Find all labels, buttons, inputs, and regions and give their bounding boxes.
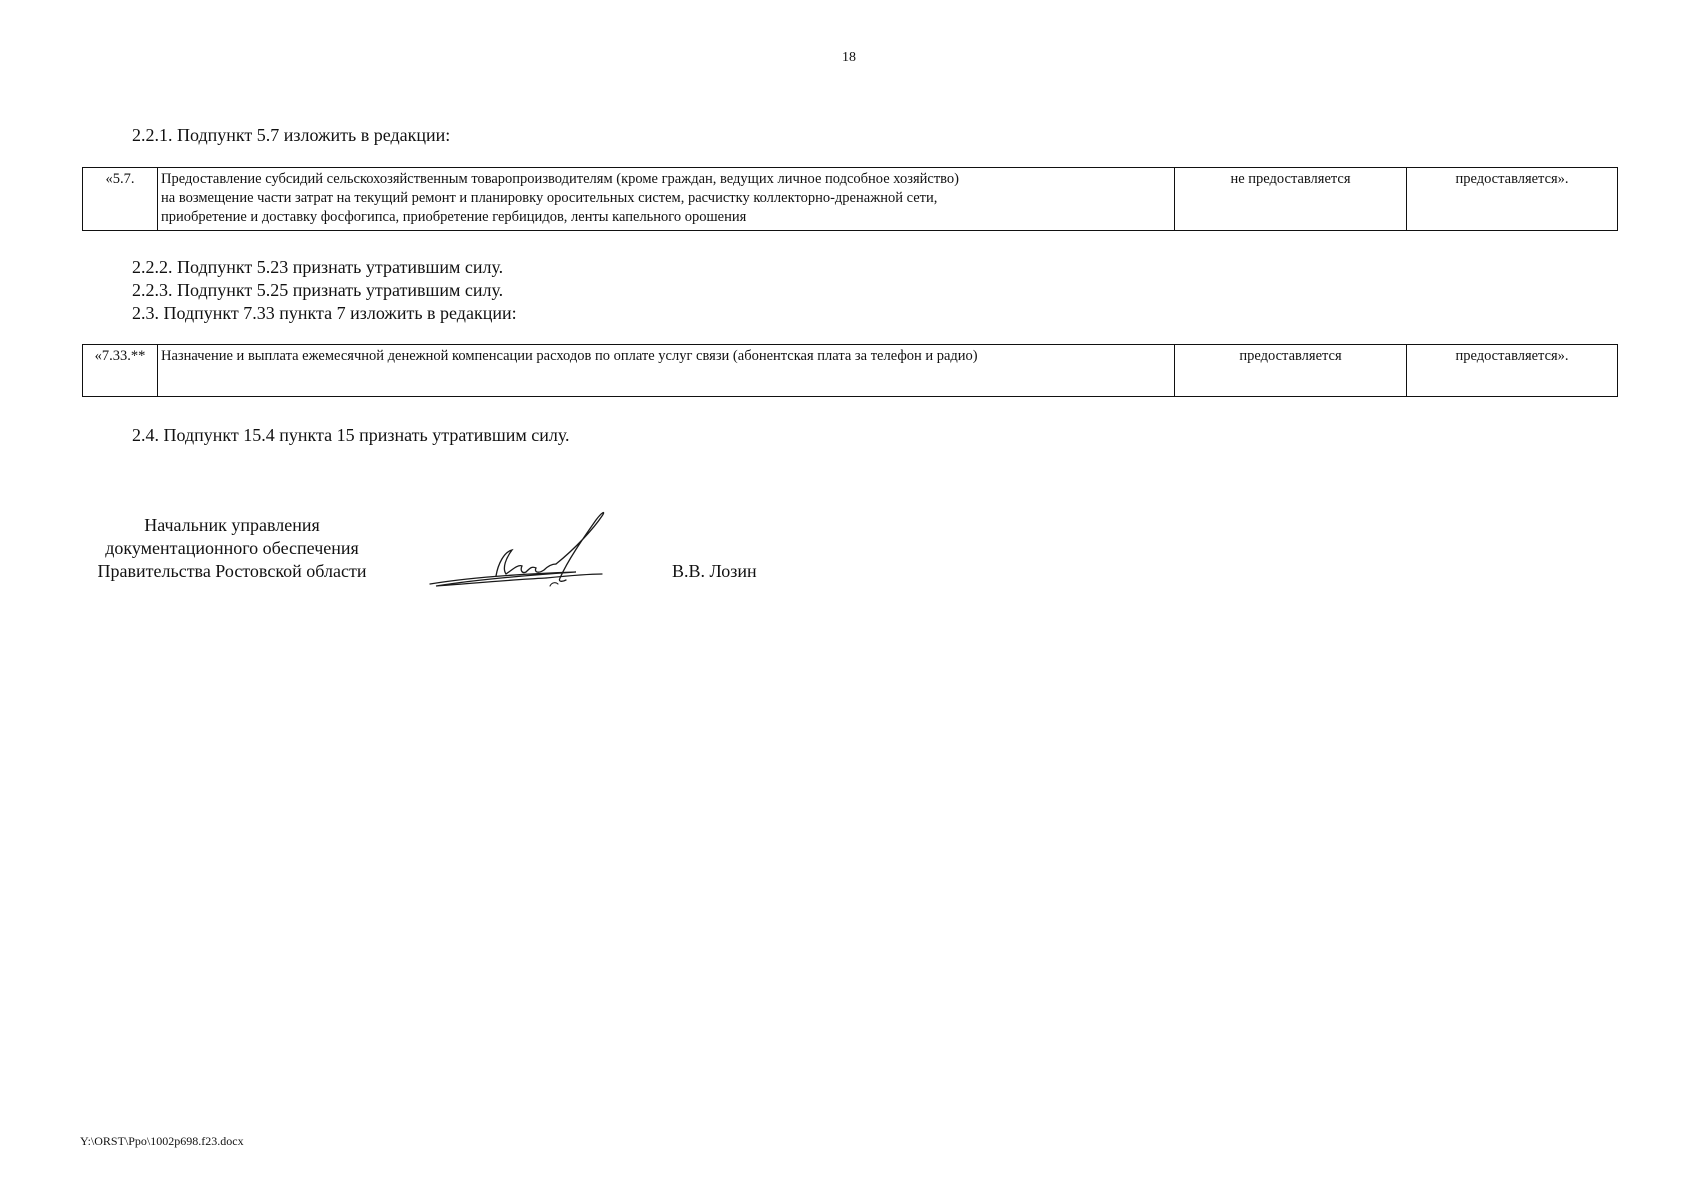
description-line: приобретение и доставку фосфогипса, приобретение гербицидов, ленты капельного орошения bbox=[161, 209, 747, 225]
signatory-title bbox=[80, 514, 384, 583]
paragraph-2-2-2: 2.2.2. Подпункт 5.23 признать утратившим силу. bbox=[132, 257, 504, 277]
item-description-cell bbox=[158, 168, 1175, 231]
paragraph-2-2-3: 2.2.3. Подпункт 5.25 признать утратившим силу. bbox=[132, 280, 504, 300]
item-description-cell: Назначение и выплата ежемесячной денежной компенсации расходов по оплате услуг связи (абонентская плата за телефон и радио) bbox=[158, 345, 1175, 397]
footer-file-path: Y:\ORST\Ppo\1002p698.f23.docx bbox=[80, 1134, 244, 1148]
signatory-name: В.В. Лозин bbox=[672, 561, 757, 581]
signatory-title-line: Начальник управления bbox=[144, 515, 320, 535]
paragraph-2-2-1: 2.2.1. Подпункт 5.7 изложить в редакции: bbox=[132, 125, 451, 145]
item-number-cell: «5.7. bbox=[83, 168, 158, 231]
table-row bbox=[83, 168, 1618, 231]
status-cell-1: предоставляется bbox=[1175, 345, 1407, 397]
table-row bbox=[83, 345, 1618, 397]
status-cell-2: предоставляется». bbox=[1407, 168, 1618, 231]
table-subitem-7-33 bbox=[82, 344, 1618, 397]
description-line: Предоставление субсидий сельскохозяйственным товаропроизводителям (кроме граждан, ведущих личное подсобное хозяйство) bbox=[161, 171, 960, 187]
item-number-cell: «7.33.** bbox=[83, 345, 158, 397]
page-number: 18 bbox=[842, 50, 856, 65]
status-cell-2: предоставляется». bbox=[1407, 345, 1618, 397]
signatory-title-line: документационного обеспечения bbox=[105, 538, 359, 558]
signatory-title-line: Правительства Ростовской области bbox=[97, 561, 367, 581]
status-cell-1: не предоставляется bbox=[1175, 168, 1407, 231]
paragraph-2-3: 2.3. Подпункт 7.33 пункта 7 изложить в редакции: bbox=[132, 303, 517, 323]
description-line: на возмещение части затрат на текущий ремонт и планировку оросительных систем, расчистку коллекторно-дренажной сети, bbox=[161, 190, 938, 206]
table-subitem-5-7 bbox=[82, 167, 1618, 231]
handwritten-signature bbox=[426, 508, 626, 592]
paragraph-2-4: 2.4. Подпункт 15.4 пункта 15 признать утратившим силу. bbox=[132, 425, 570, 445]
